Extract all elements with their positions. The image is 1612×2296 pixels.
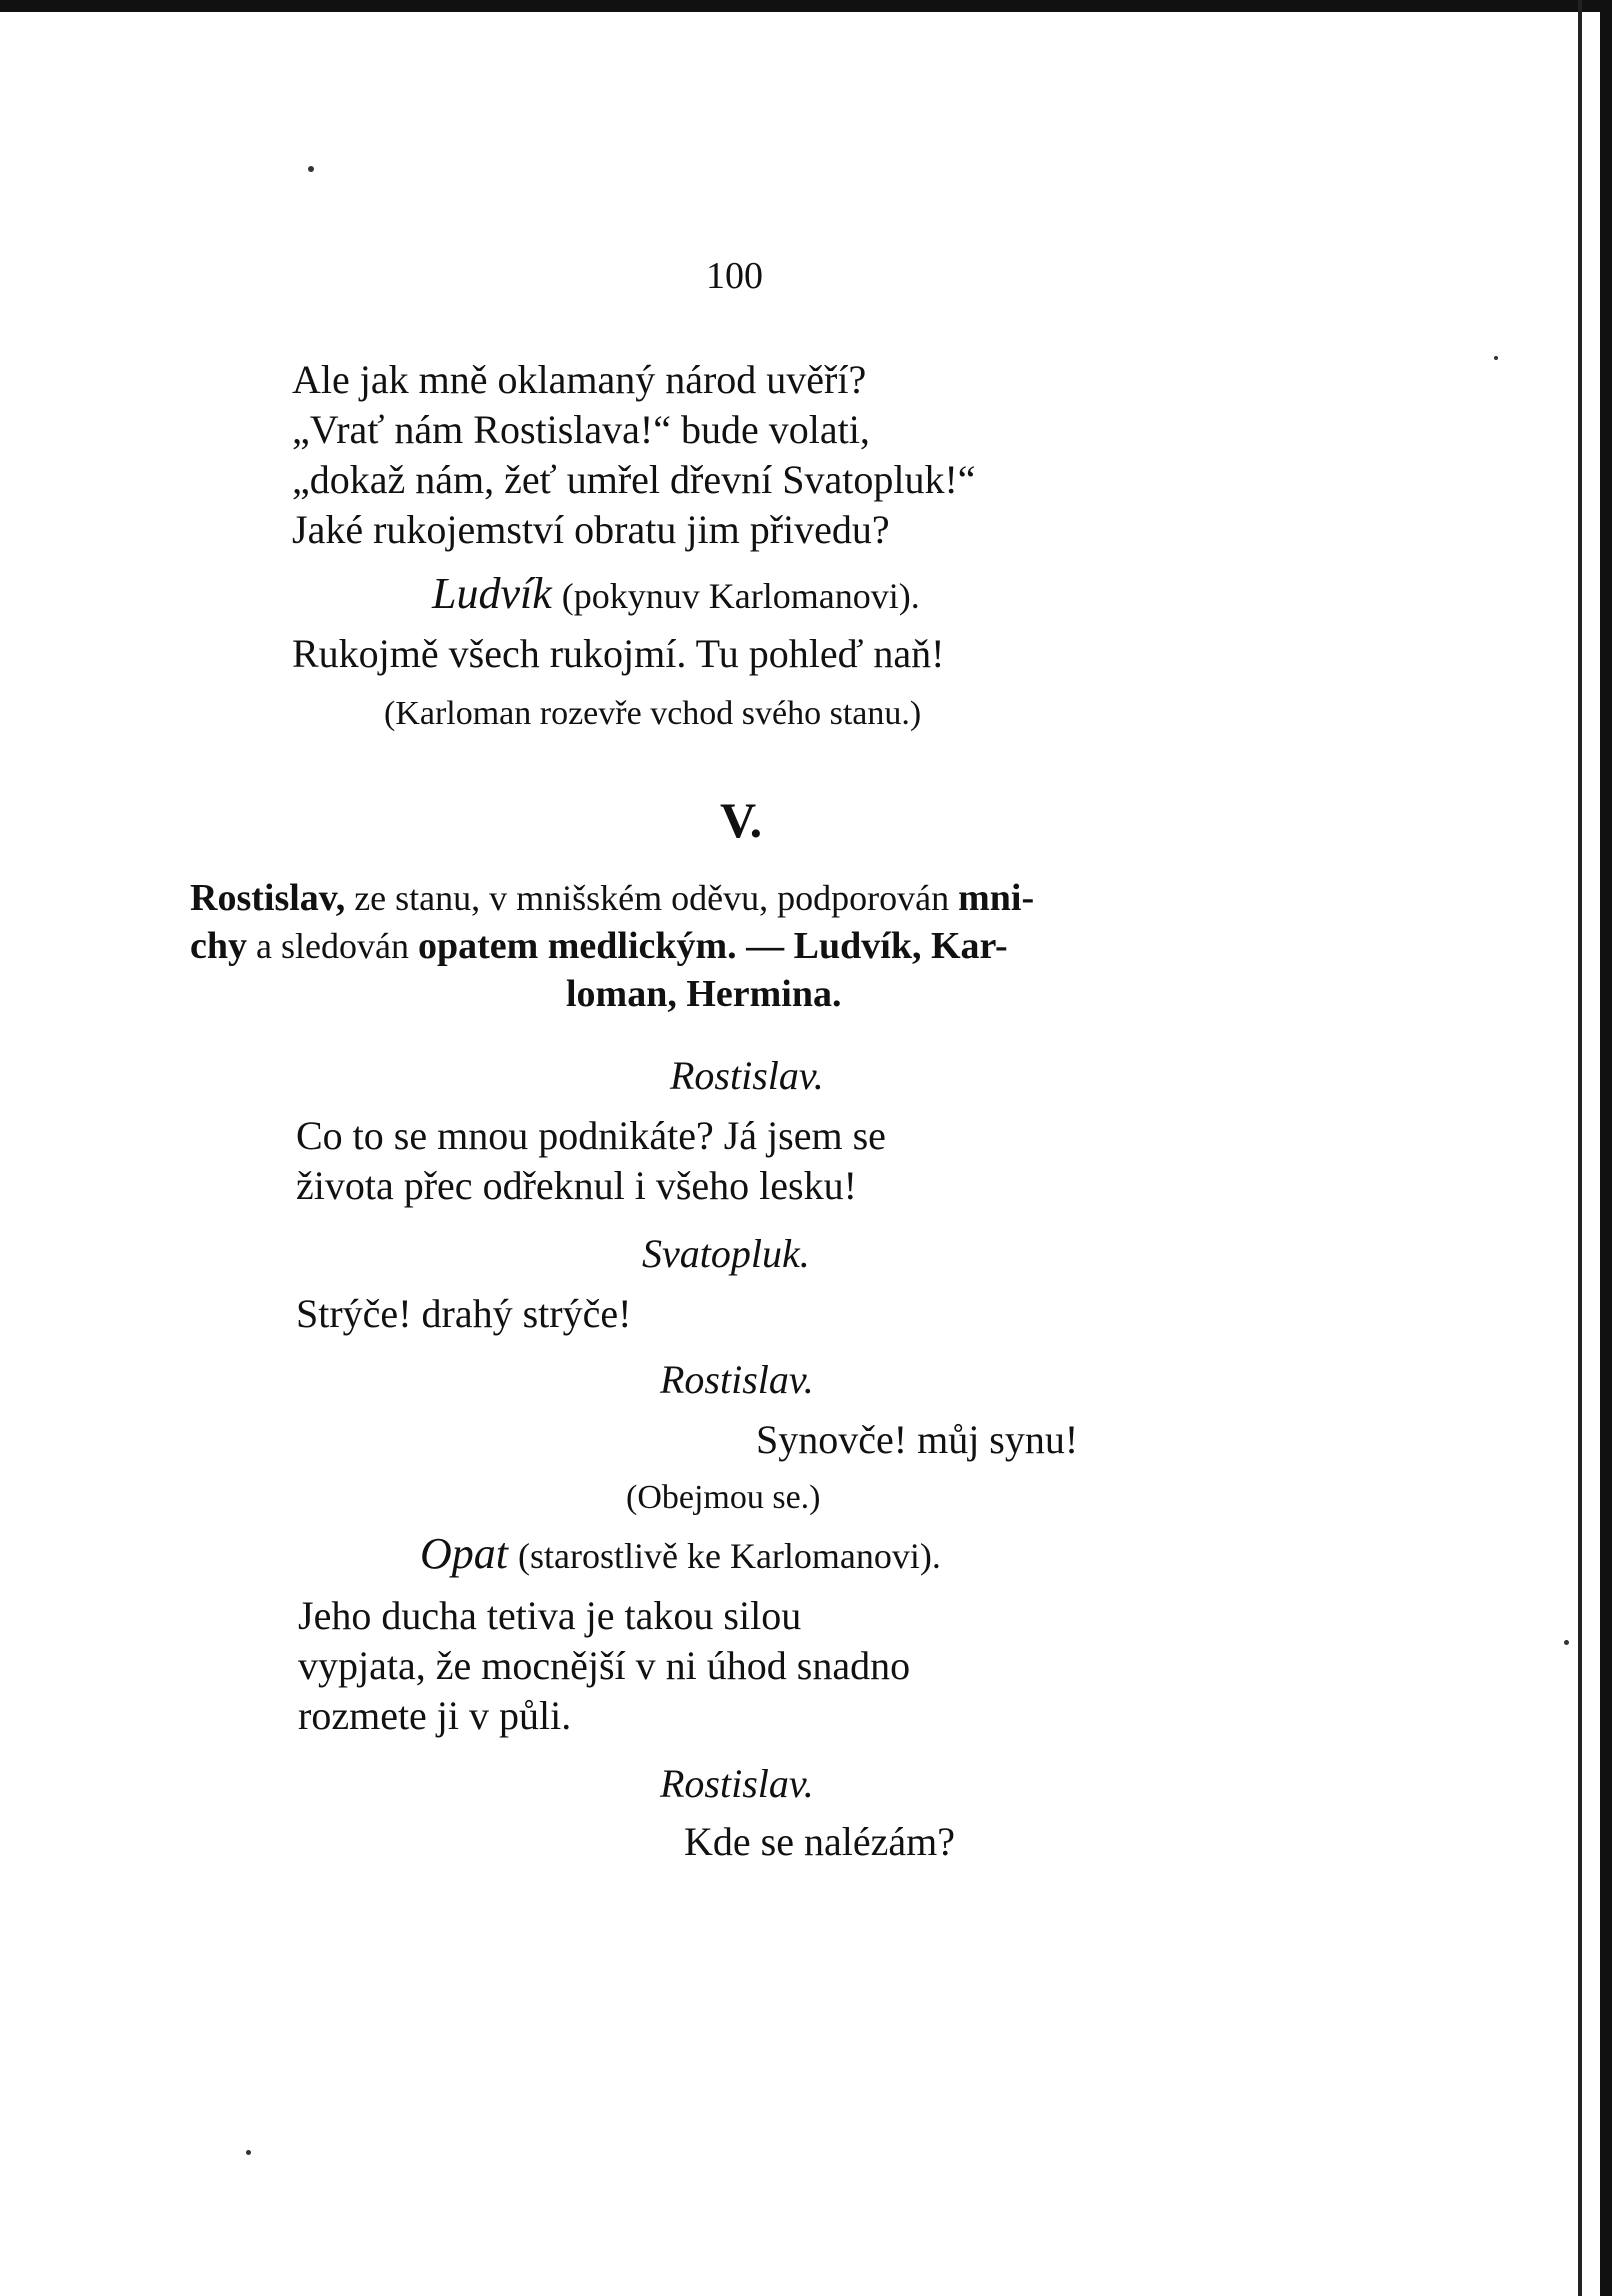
verse-line: života přec odřeknul i všeho lesku! — [296, 1163, 857, 1208]
verse-line: Co to se mnou podnikáte? Já jsem se — [296, 1113, 886, 1158]
cast-description: a sledován — [256, 926, 409, 966]
cast-list-line — [190, 874, 1034, 922]
speaker-line — [420, 1530, 941, 1580]
verse-line: Jaké rukojemství obratu jim přivedu? — [292, 507, 890, 552]
stage-direction: (Obejmou se.) — [626, 1479, 821, 1516]
cast-name: chy — [190, 925, 247, 967]
cast-description: ze stanu, v mnišském oděvu, podporován — [354, 878, 950, 918]
stage-direction: (starostlivě ke Karlomanovi). — [518, 1536, 941, 1576]
verse-line: „dokaž nám, žeť umřel dřevní Svatopluk!“ — [292, 457, 976, 502]
cast-list-line — [190, 922, 1008, 970]
page-number: 100 — [706, 255, 763, 297]
cast-list-line — [566, 970, 841, 1018]
cast-name: loman, Hermina. — [566, 973, 842, 1015]
verse-line: Synovče! můj synu! — [756, 1417, 1079, 1462]
cast-name: Rostislav, — [190, 877, 346, 919]
verse-line: rozmete ji v půli. — [298, 1693, 572, 1738]
verse-line: vypjata, že mocnější v ni úhod snadno — [298, 1643, 911, 1688]
speaker-name: Ludvík — [432, 569, 552, 618]
speaker-name: Rostislav. — [660, 1761, 814, 1806]
stage-direction: (pokynuv Karlomanovi). — [561, 576, 920, 616]
speaker-name: Opat — [420, 1529, 508, 1578]
verse-line: Rukojmě všech rukojmí. Tu pohleď naň! — [292, 631, 945, 676]
scene-heading: V. — [720, 792, 763, 848]
cast-name: opatem medlickým. — Ludvík, Kar- — [417, 925, 1008, 967]
stage-direction: (Karloman rozevře vchod svého stanu.) — [384, 695, 922, 732]
verse-line: Kde se nalézám? — [684, 1819, 955, 1864]
speaker-line — [432, 570, 920, 620]
speaker-name: Rostislav. — [660, 1357, 814, 1402]
verse-line: Jeho ducha tetiva je takou silou — [298, 1593, 802, 1638]
verse-line: Ale jak mně oklamaný národ uvěří? — [292, 357, 867, 402]
speaker-name: Rostislav. — [670, 1053, 824, 1098]
verse-line: Strýče! drahý strýče! — [296, 1291, 632, 1336]
cast-name: mni- — [958, 877, 1035, 919]
speaker-name: Svatopluk. — [642, 1231, 810, 1276]
verse-line: „Vrať nám Rostislava!“ bude volati, — [292, 407, 870, 452]
